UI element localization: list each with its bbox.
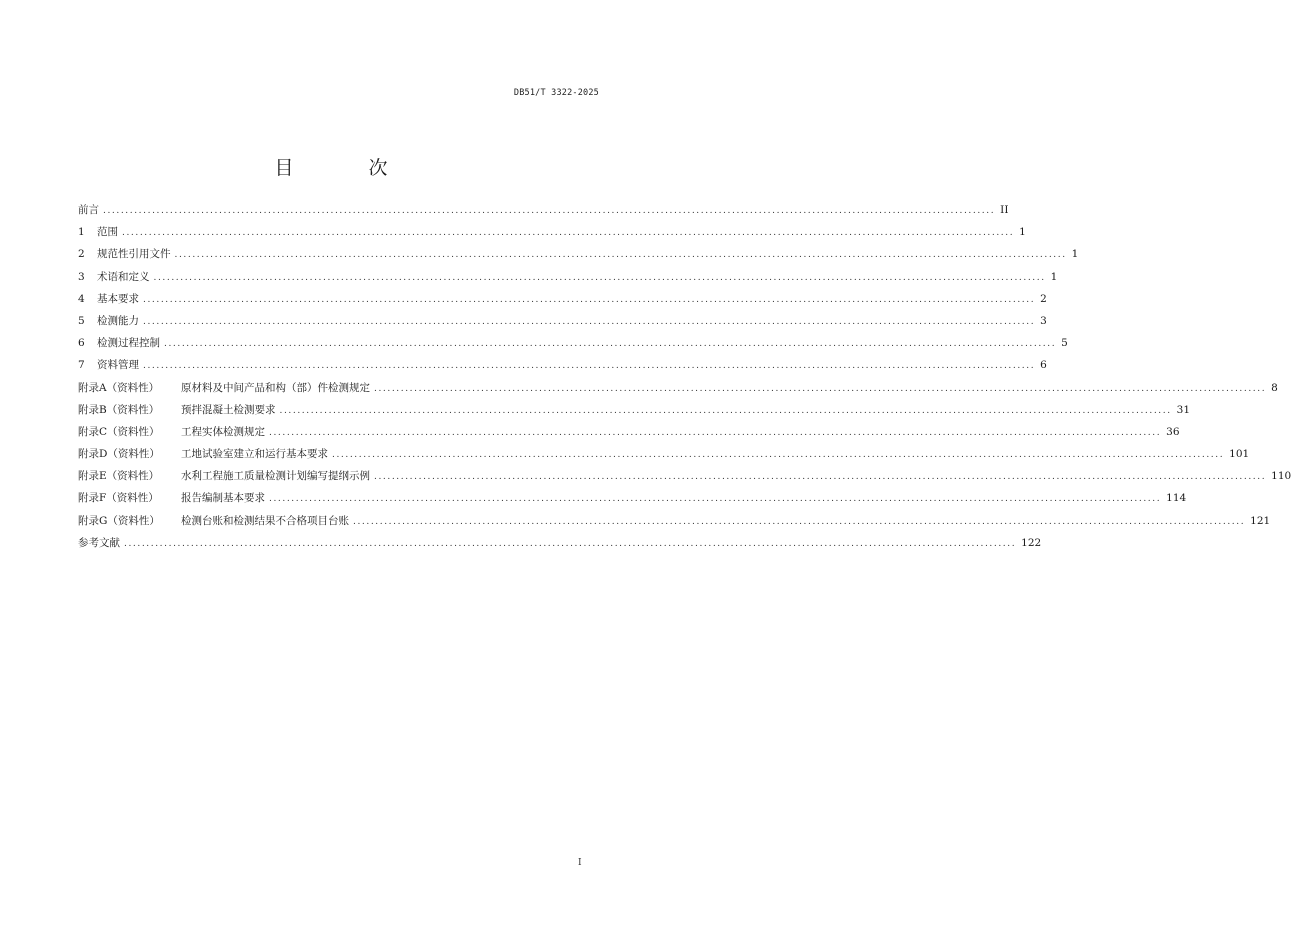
toc-entry-label: 原材料及中间产品和构（部）件检测规定 [181, 381, 370, 394]
toc-entry-appendix: 附录C（资料性） [78, 425, 160, 438]
toc-dot-leader: ........................................................................................................................................................................................................ [279, 405, 1172, 416]
toc-entry-page: 122 [1021, 536, 1042, 549]
toc-entry[interactable] [78, 399, 1191, 421]
toc-entry[interactable] [78, 532, 1042, 554]
toc-entry-label: 工地试验室建立和运行基本要求 [181, 448, 328, 461]
toc-entry[interactable] [78, 288, 1047, 310]
toc-entry-page: 36 [1166, 425, 1180, 438]
toc-dot-leader: ........................................................................................................................................................................................................ [143, 294, 1036, 305]
toc-entry[interactable] [78, 199, 1009, 221]
toc-dot-leader: ........................................................................................................................................................................................................ [174, 250, 1067, 261]
toc-entry-number: 3 [78, 270, 85, 283]
toc-entry[interactable] [78, 221, 1026, 243]
toc-dot-leader: ........................................................................................................................................................................................................ [353, 516, 1246, 527]
toc-entry-page: 31 [1176, 403, 1191, 416]
toc-dot-leader: ........................................................................................................................................................................................................ [143, 316, 1036, 327]
toc-entry-page: 101 [1229, 448, 1250, 461]
toc-entry-label: 规范性引用文件 [97, 248, 171, 261]
toc-entry-number: 4 [78, 292, 85, 305]
toc-entry-page: 114 [1166, 492, 1187, 505]
toc-dot-leader: ........................................................................................................................................................................................................ [332, 450, 1225, 461]
toc-entry-page: 6 [1040, 359, 1047, 372]
toc-entry[interactable] [78, 377, 1278, 399]
toc-entry-number: 1 [78, 226, 85, 239]
toc-entry-page: 3 [1040, 314, 1047, 327]
toc-dot-leader: ........................................................................................................................................................................................................ [164, 339, 1057, 350]
toc-entry-label: 检测能力 [97, 314, 139, 327]
toc-entry[interactable] [78, 332, 1068, 354]
toc-entry-page: 110 [1271, 470, 1291, 483]
toc-entry-appendix: 附录G（资料性） [78, 514, 160, 527]
toc-entry-page: II [1000, 204, 1009, 216]
toc-dot-leader: ........................................................................................................................................................................................................ [122, 228, 1015, 239]
toc-entry-page: 1 [1071, 248, 1079, 261]
toc-entry[interactable] [78, 310, 1047, 332]
toc-entry[interactable] [78, 443, 1250, 465]
toc-entry-page: 5 [1061, 337, 1068, 350]
toc-entry-page: 1 [1050, 270, 1058, 283]
toc-entry-number: 5 [78, 314, 85, 327]
page-title: 目 次 [274, 156, 416, 179]
toc-dot-leader: ........................................................................................................................................................................................................ [103, 206, 996, 216]
toc-entry-number: 2 [78, 248, 85, 261]
toc-entry-label: 前言 [78, 204, 99, 216]
standard-code: DB51/T 3322-2025 [513, 88, 599, 98]
toc-entry-appendix: 附录D（资料性） [78, 448, 160, 461]
toc-entry-page: 1 [1019, 226, 1026, 239]
toc-entry-page: 2 [1040, 292, 1047, 305]
toc-entry[interactable] [78, 354, 1047, 376]
toc-entry-label: 术语和定义 [97, 270, 150, 283]
toc-entry-label: 检测台账和检测结果不合格项目台账 [181, 514, 349, 527]
toc-dot-leader: ........................................................................................................................................................................................................ [124, 538, 1017, 549]
toc-dot-leader: ........................................................................................................................................................................................................ [143, 361, 1036, 372]
toc-dot-leader: ........................................................................................................................................................................................................ [153, 272, 1046, 283]
toc-entry-label: 预拌混凝土检测要求 [181, 403, 276, 416]
table-of-contents [78, 199, 1291, 554]
toc-entry-appendix: 附录E（资料性） [78, 470, 160, 483]
page-number: I [578, 858, 582, 868]
toc-entry-label: 参考文献 [78, 536, 120, 549]
toc-dot-leader: ........................................................................................................................................................................................................ [269, 494, 1162, 505]
toc-entry-label: 检测过程控制 [97, 337, 160, 350]
toc-entry-label: 范围 [97, 226, 118, 239]
toc-entry[interactable] [78, 421, 1180, 443]
toc-entry[interactable] [78, 465, 1291, 487]
toc-entry-label: 工程实体检测规定 [181, 425, 265, 438]
toc-entry-number: 6 [78, 337, 85, 350]
toc-entry-number: 7 [78, 359, 85, 372]
toc-entry-appendix: 附录F（资料性） [78, 492, 159, 505]
toc-entry[interactable] [78, 487, 1187, 509]
toc-entry-label: 水利工程施工质量检测计划编写提纲示例 [181, 470, 370, 483]
toc-entry-label: 基本要求 [97, 292, 139, 305]
toc-entry-page: 121 [1250, 514, 1271, 527]
toc-dot-leader: ........................................................................................................................................................................................................ [374, 383, 1267, 394]
toc-dot-leader: ........................................................................................................................................................................................................ [374, 472, 1267, 483]
toc-entry-appendix: 附录B（资料性） [78, 403, 160, 416]
toc-entry-label: 资料管理 [97, 359, 139, 372]
toc-entry[interactable] [78, 266, 1058, 288]
toc-entry-page: 8 [1271, 381, 1278, 394]
toc-entry-label: 报告编制基本要求 [181, 492, 265, 505]
toc-entry[interactable] [78, 510, 1271, 532]
toc-dot-leader: ........................................................................................................................................................................................................ [269, 427, 1162, 438]
toc-entry[interactable] [78, 243, 1079, 265]
toc-entry-appendix: 附录A（资料性） [78, 381, 160, 394]
